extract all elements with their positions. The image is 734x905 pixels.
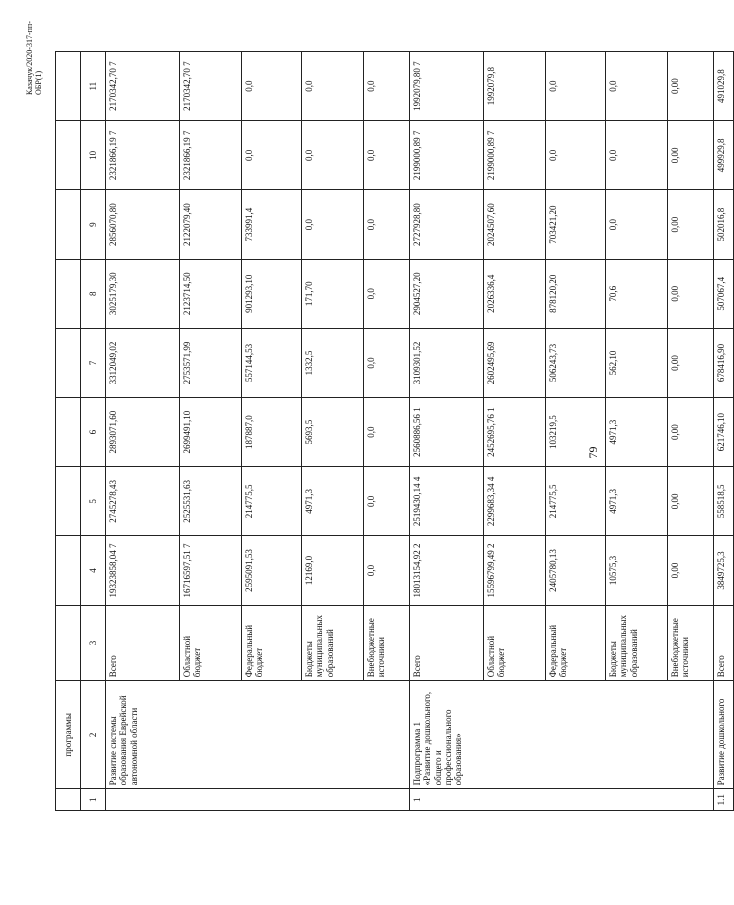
header-row [81, 52, 106, 811]
amount-cell: 0,0 [364, 259, 410, 328]
amount-cell: 2123714,50 [180, 259, 242, 328]
header-row [56, 52, 81, 811]
header-cell [56, 605, 81, 681]
amount-cell: 2525531,63 [180, 467, 242, 536]
header-cell [56, 467, 81, 536]
header-cell: 3 [81, 605, 106, 681]
header-cell: 1 [81, 789, 106, 811]
amount-cell: 10575,3 [606, 536, 668, 605]
funding-source: Внебюджетные источники [668, 605, 714, 681]
amount-cell: 507067,4 [714, 259, 734, 328]
amount-cell: 0,0 [242, 52, 302, 121]
program-name: Развитие системы образования Еврейской автономной области [106, 681, 410, 789]
amount-cell: 2893071,60 [106, 398, 180, 467]
amount-cell: 2904527,20 [410, 259, 484, 328]
amount-cell: 2727928,80 [410, 190, 484, 259]
amount-cell: 2299683,34 4 [484, 467, 546, 536]
funding-source: Всего [410, 605, 484, 681]
table-row [410, 52, 484, 811]
amount-cell: 16716597,51 7 [180, 536, 242, 605]
header-cell: 4 [81, 536, 106, 605]
amount-cell: 2122079,40 [180, 190, 242, 259]
funding-source: Областной бюджет [484, 605, 546, 681]
amount-cell: 214775,5 [242, 467, 302, 536]
amount-cell: 0,0 [606, 190, 668, 259]
amount-cell: 0,0 [302, 52, 364, 121]
funding-source: Областной бюджет [180, 605, 242, 681]
amount-cell: 0,0 [606, 52, 668, 121]
header-cell [56, 536, 81, 605]
header-cell: 8 [81, 259, 106, 328]
amount-cell: 2519430,14 4 [410, 467, 484, 536]
amount-cell: 562,10 [606, 328, 668, 397]
amount-cell: 0,00 [668, 52, 714, 121]
amount-cell: 2170342,70 7 [106, 52, 180, 121]
program-name: Подпрограмма 1 «Развитие дошкольного, общего и профессионального образования» [410, 681, 714, 789]
amount-cell: 678416,90 [714, 328, 734, 397]
amount-cell: 3849725,3 [714, 536, 734, 605]
header-cell: программы [56, 681, 81, 789]
amount-cell: 4971,3 [606, 467, 668, 536]
amount-cell: 12169,0 [302, 536, 364, 605]
amount-cell: 703421,20 [546, 190, 606, 259]
program-name: Развитие дошкольного [714, 681, 734, 789]
header-cell [56, 52, 81, 121]
amount-cell: 0,00 [668, 259, 714, 328]
funding-source: Всего [106, 605, 180, 681]
funding-source: Внебюджетные источники [364, 605, 410, 681]
amount-cell: 3109301,52 [410, 328, 484, 397]
amount-cell: 5693,5 [302, 398, 364, 467]
row-number: 1.1 [714, 789, 734, 811]
amount-cell: 214775,5 [546, 467, 606, 536]
amount-cell: 3025179,30 [106, 259, 180, 328]
amount-cell: 0,0 [364, 536, 410, 605]
amount-cell: 2595091,53 [242, 536, 302, 605]
amount-cell: 2452695,76 1 [484, 398, 546, 467]
amount-cell: 0,0 [364, 398, 410, 467]
row-number: 1 [410, 789, 714, 811]
amount-cell: 0,0 [364, 52, 410, 121]
amount-cell: 878120,20 [546, 259, 606, 328]
header-cell: 2 [81, 681, 106, 789]
amount-cell: 901293,10 [242, 259, 302, 328]
amount-cell: 0,0 [546, 121, 606, 190]
header-cell [56, 121, 81, 190]
amount-cell: 1992079,80 7 [410, 52, 484, 121]
amount-cell: 0,00 [668, 121, 714, 190]
table-row [714, 52, 734, 811]
amount-cell: 2321866,19 7 [106, 121, 180, 190]
amount-cell: 171,70 [302, 259, 364, 328]
amount-cell: 0,00 [668, 190, 714, 259]
amount-cell: 0,0 [364, 190, 410, 259]
amount-cell: 0,0 [606, 121, 668, 190]
amount-cell: 502016,8 [714, 190, 734, 259]
page-number: 79 [586, 446, 600, 459]
funding-source: Бюджеты муниципальных образований [606, 605, 668, 681]
amount-cell: 103219,5 [546, 398, 606, 467]
amount-cell: 0,0 [364, 121, 410, 190]
amount-cell: 0,00 [668, 536, 714, 605]
funding-source: Федеральный бюджет [546, 605, 606, 681]
amount-cell: 0,00 [668, 328, 714, 397]
amount-cell: 1992079,8 [484, 52, 546, 121]
amount-cell: 2856070,80 [106, 190, 180, 259]
amount-cell: 0,0 [364, 467, 410, 536]
amount-cell: 2024507,60 [484, 190, 546, 259]
amount-cell: 2699491,10 [180, 398, 242, 467]
amount-cell: 3312049,02 [106, 328, 180, 397]
header-cell: 11 [81, 52, 106, 121]
header-cell [56, 190, 81, 259]
funding-source: Всего [714, 605, 734, 681]
amount-cell: 557144,53 [242, 328, 302, 397]
amount-cell: 187887,0 [242, 398, 302, 467]
header-cell [56, 259, 81, 328]
amount-cell: 2199000,89 7 [410, 121, 484, 190]
header-cell: 7 [81, 328, 106, 397]
amount-cell: 733991,4 [242, 190, 302, 259]
amount-cell: 558518,5 [714, 467, 734, 536]
row-number [106, 789, 410, 811]
amount-cell: 0,00 [668, 398, 714, 467]
header-cell [56, 789, 81, 811]
amount-cell: 2026336,4 [484, 259, 546, 328]
amount-cell: 506243,73 [546, 328, 606, 397]
amount-cell: 0,0 [364, 328, 410, 397]
amount-cell: 499929,8 [714, 121, 734, 190]
amount-cell: 15596799,49 2 [484, 536, 546, 605]
amount-cell: 0,00 [668, 467, 714, 536]
amount-cell: 4971,3 [606, 398, 668, 467]
amount-cell: 2170342,70 7 [180, 52, 242, 121]
header-cell: 10 [81, 121, 106, 190]
amount-cell: 0,0 [546, 52, 606, 121]
amount-cell: 2602495,69 [484, 328, 546, 397]
header-cell: 9 [81, 190, 106, 259]
header-cell: 6 [81, 398, 106, 467]
amount-cell: 4971,3 [302, 467, 364, 536]
amount-cell: 621746,10 [714, 398, 734, 467]
amount-cell: 1332,5 [302, 328, 364, 397]
amount-cell: 70,6 [606, 259, 668, 328]
funding-source: Федеральный бюджет [242, 605, 302, 681]
funding-source: Бюджеты муниципальных образований [302, 605, 364, 681]
amount-cell: 2199000,89 7 [484, 121, 546, 190]
amount-cell: 0,0 [302, 190, 364, 259]
amount-cell: 2560886,56 1 [410, 398, 484, 467]
budget-table [55, 51, 734, 811]
header-cell: 5 [81, 467, 106, 536]
header-cell [56, 328, 81, 397]
table-row [106, 52, 180, 811]
amount-cell: 2321866,19 7 [180, 121, 242, 190]
amount-cell: 0,0 [242, 121, 302, 190]
amount-cell: 491029,8 [714, 52, 734, 121]
amount-cell: 19323858,04 7 [106, 536, 180, 605]
amount-cell: 0,0 [302, 121, 364, 190]
footer-code: Казачук/2020-317-пп-ОБР(1) [25, 21, 43, 95]
amount-cell: 18013154,92 2 [410, 536, 484, 605]
amount-cell: 2753571,99 [180, 328, 242, 397]
amount-cell: 2745278,43 [106, 467, 180, 536]
amount-cell: 2405780,13 [546, 536, 606, 605]
header-cell [56, 398, 81, 467]
